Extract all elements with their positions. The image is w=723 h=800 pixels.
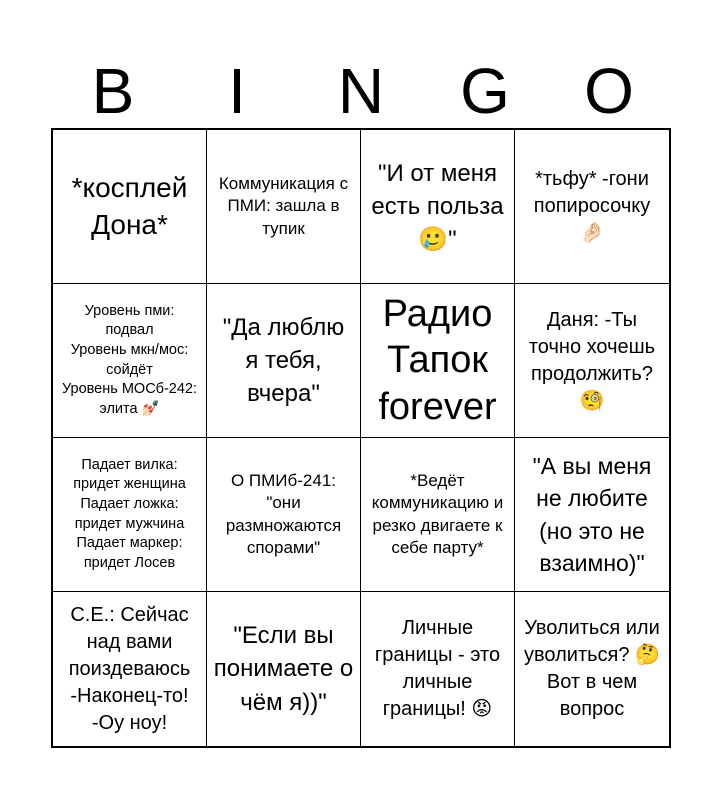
header-letter-n: N (337, 55, 385, 127)
bingo-cell-13[interactable] (53, 592, 207, 746)
bingo-header (51, 54, 671, 128)
header-letter-o: O (584, 55, 634, 127)
bingo-cell-16[interactable] (515, 592, 669, 746)
cell-text: Даня: -Ты точно хочешь продолжить? 🧐 (528, 308, 656, 412)
cell-text: О ПМИб-241: "они размножаются спорами" (225, 471, 342, 557)
cell-text: *косплей Дона* (71, 172, 188, 240)
cell-text: Падает вилка: придет женщина Падает ложка: придет мужчина Падает маркер: придет Лосев (73, 456, 186, 571)
cell-text: "Если вы понимаете о чём я))" (213, 622, 354, 716)
cell-text: Радио Тапок forever (378, 292, 497, 428)
bingo-cell-9[interactable] (53, 438, 207, 592)
cell-text: "И от меня есть польза 🥲" (371, 159, 504, 254)
header-letter-i: I (228, 55, 246, 127)
bingo-cell-1[interactable] (53, 130, 207, 284)
cell-text: Личные границы - это личные границы! 😡 (374, 617, 501, 720)
cell-text: "Да люблю я тебя, вчера" (222, 313, 345, 408)
cell-text: С.Е.: Сейчас над вами поиздеваюсь -Наконец-то! -Оу ноу! (68, 603, 191, 734)
bingo-cell-8[interactable] (515, 284, 669, 438)
bingo-cell-free[interactable] (361, 284, 515, 438)
bingo-cell-11[interactable] (361, 438, 515, 592)
bingo-cell-4[interactable] (515, 130, 669, 284)
cell-text: Коммуникация с ПМИ: зашла в тупик (218, 174, 349, 238)
bingo-cell-3[interactable] (361, 130, 515, 284)
header-letter-g: G (460, 55, 510, 127)
cell-text: "А вы меня не любите (но это не взаимно)" (532, 453, 652, 576)
cell-text: Уволиться или уволиться? 🤔 Вот в чем вопрос (524, 617, 660, 720)
bingo-cell-6[interactable] (207, 284, 361, 438)
bingo-cell-15[interactable] (361, 592, 515, 746)
bingo-board (51, 128, 671, 748)
bingo-cell-12[interactable] (515, 438, 669, 592)
cell-text: *Ведёт коммуникацию и резко двигаете к себе парту* (371, 471, 504, 557)
cell-text: *тьфу* -гони попиросочку 🤌🏻 (533, 168, 651, 244)
bingo-cell-2[interactable] (207, 130, 361, 284)
header-letter-b: B (91, 55, 135, 127)
cell-text: Уровень пми: подвал Уровень мкн/мос: сойдёт Уровень МОСб-242: элита 💅🏻 (61, 302, 198, 417)
bingo-cell-10[interactable] (207, 438, 361, 592)
bingo-cell-14[interactable] (207, 592, 361, 746)
bingo-cell-5[interactable] (53, 284, 207, 438)
